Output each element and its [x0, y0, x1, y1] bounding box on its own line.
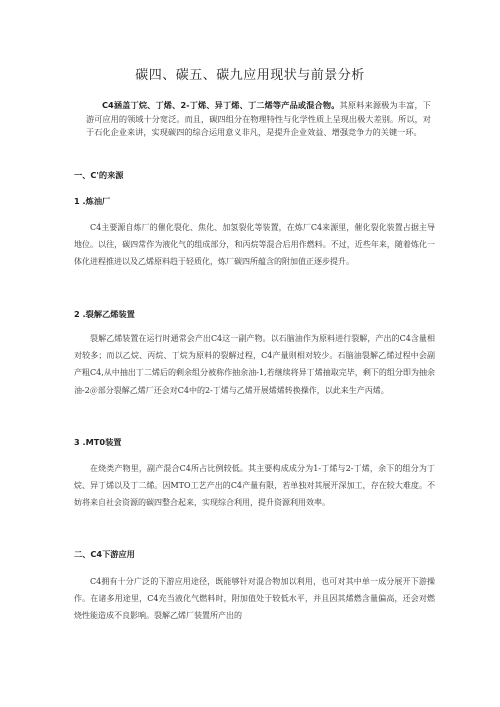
paragraph-mto: 在烧类产物里，副产混合C4所占比例较低。其主要构成成分为1-丁烯与2-丁烯，余下的组分为丁烷、异丁烯以及丁二烯。因MTO工艺产出的C4产量有限，若单独对其展开深加工，存在较大难度。不妨将来自社会资源的碳四整合起来，实现综合利用，提升资源利用效率。: [74, 464, 435, 508]
paragraph-downstream: C4拥有十分广泛的下游应用途径，既能够针对混合物加以利用，也可对其中单一成分展开下游操作。在诸多用途里，C4充当液化气燃料时，附加值处于较低水平，并且因其烯燃含量偏高，还会对燃烧性能造成不良影响。裂解乙烯厂装置所产出的: [74, 577, 435, 621]
abstract-lead: C4涵盖丁烷、丁烯、2-丁烯、异丁烯、丁二烯等产品或混合物。: [102, 100, 340, 110]
paragraph-refinery: C4主要源自炼厂的催化裂化、焦化、加氢裂化等装置，在炼厂C4来源里，催化裂化装置占据主导地位。以往，碳四常作为液化气的组成部分，和丙烷等混合后用作燃料。不过，近些年来，随着炼化一体化进程推进以及乙烯原料趋于轻质化，炼厂碳四所蕴含的附加值正逐步提升。: [74, 223, 435, 267]
document-title: 碳四、碳五、碳九应用现状与前景分析: [135, 68, 365, 83]
section-heading-ethylene-cracker: 2 .裂解乙烯装置: [74, 309, 135, 319]
section-heading-refinery: 1 .炼油厂: [74, 196, 111, 206]
paragraph-ethylene-cracker: 裂解乙烯装置在运行时通常会产出C4这一副产物。以石脑油作为原料进行裂解，产出的C4含量相对较多；而以乙烷、丙烷、丁烷为原料的裂解过程，C4产量则相对较少。石脑油裂解乙烯过程中会副产粗C4,从中抽出丁二烯后的剩余组分被称作抽余油-1,若继续将异丁烯抽取完毕，剩下的组分即为抽余油-2＠部分裂解乙烯厂还会对C4中的2-丁烯与乙烯开展烯烯转换操作，以此来生产丙烯。: [74, 334, 435, 395]
section-heading-sources: 一、C'的来源: [74, 170, 124, 180]
abstract-text: 其原料来源极为丰富，下游可应用的领域十分宽泛。而且，碳四组分在物理特性与化学性质上呈现出极大差别。所以，对于石化企业来讲，实现碳四的综合运用意义非凡，是提升企业效益、增强竞争力的关键一环。: [86, 100, 431, 138]
section-heading-downstream: 二、C4下游应用: [74, 549, 135, 559]
abstract-paragraph: [86, 99, 431, 140]
section-heading-mto: 3 .MT0装置: [74, 437, 122, 447]
